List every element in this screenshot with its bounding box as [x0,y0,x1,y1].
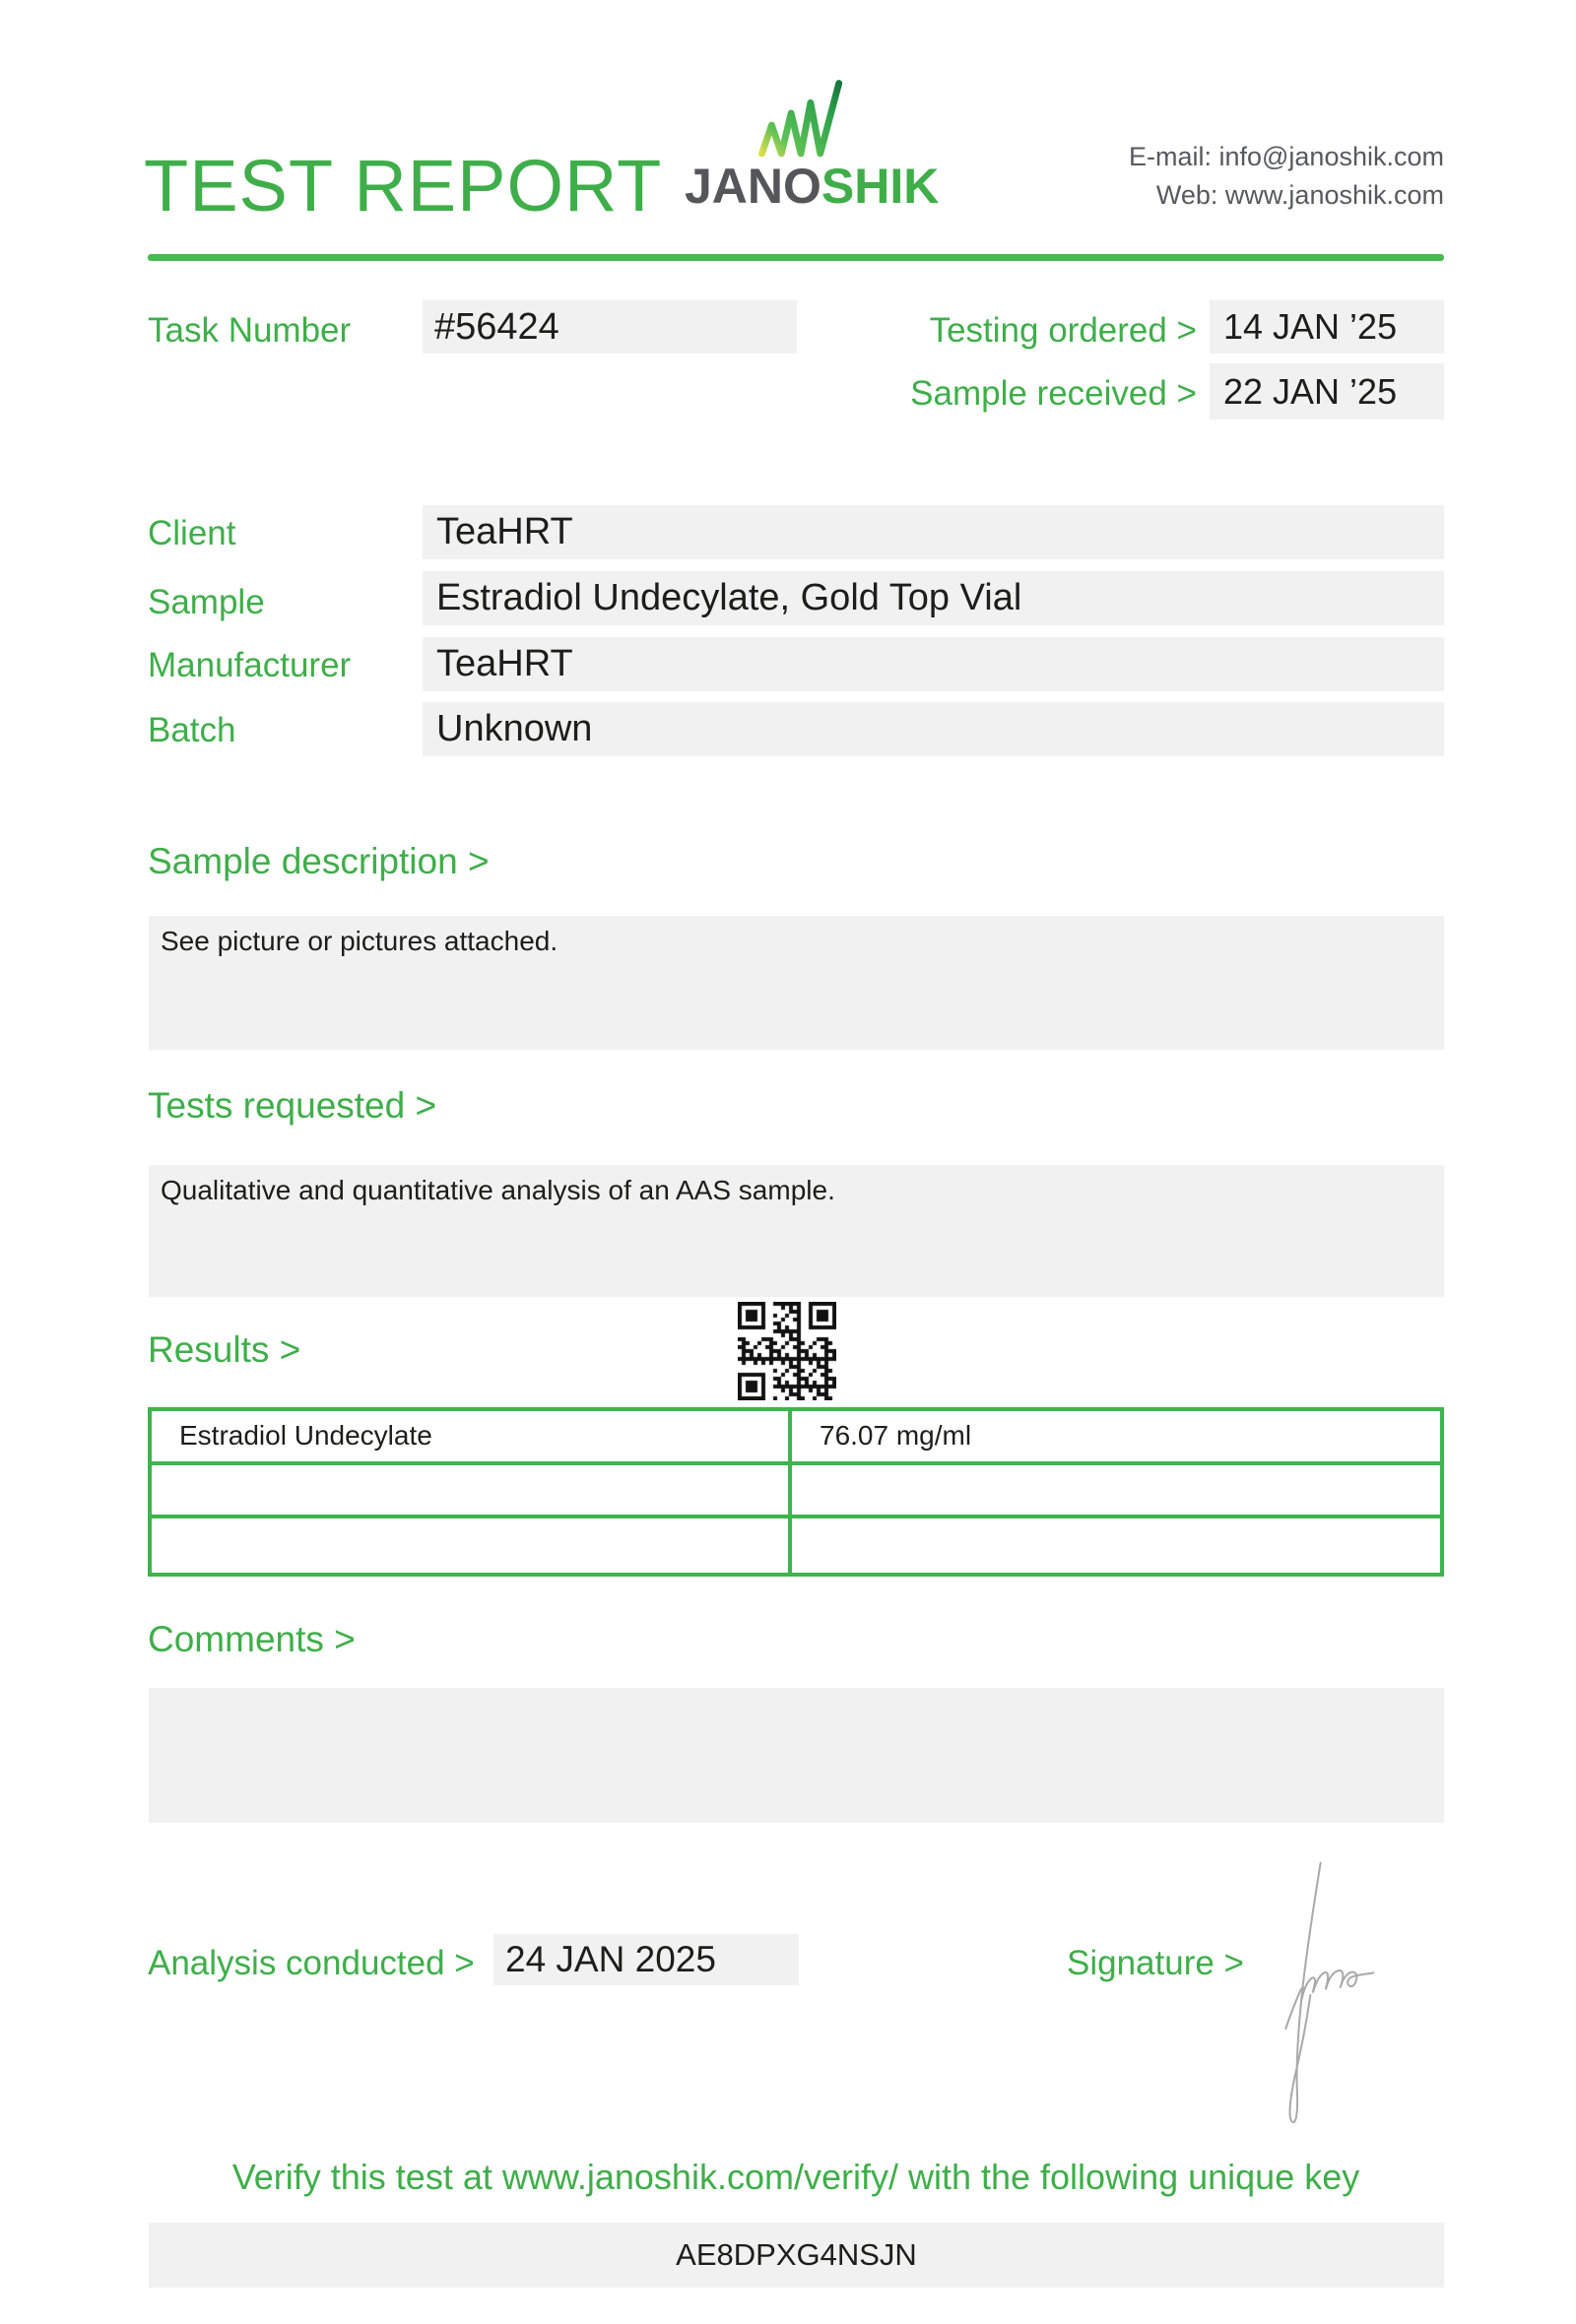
result-value-cell: 76.07 mg/ml [792,1411,1440,1465]
testing-ordered-box [1210,300,1444,354]
comments-label: Comments > [148,1619,356,1659]
verify-key-value: AE8DPXG4NSJN [676,2237,917,2272]
verify-key-bar [149,2223,1444,2288]
sample-description-label: Sample description > [148,841,490,881]
page-title: TEST REPORT [144,145,663,226]
header-divider [148,254,1444,261]
analysis-date-box [493,1934,799,1985]
logo-text-jano: JANO [685,159,821,214]
results-label: Results > [148,1329,301,1370]
analysis-conducted-label: Analysis conducted > [148,1944,475,1982]
sample-received-box [1210,363,1444,420]
manufacturer-label: Manufacturer [148,646,352,684]
testing-ordered-date: 14 JAN ’25 [1223,306,1398,347]
tests-requested-text: Qualitative and quantitative analysis of an AAS sample. [161,1175,835,1205]
testing-ordered-label: Testing ordered > [929,311,1197,350]
comments-box [149,1688,1444,1823]
sample-box [423,571,1444,625]
verify-instruction: Verify this test at www.janoshik.com/verify/ with the following unique key [231,2157,1360,2197]
batch-value: Unknown [436,708,593,749]
result-value-cell [792,1465,1440,1519]
manufacturer-box [423,637,1444,691]
logo-chart-icon [755,79,846,160]
task-number-label: Task Number [148,311,352,350]
sample-description-box [149,916,1444,1050]
client-box [423,505,1444,559]
signature-label: Signature > [1067,1944,1244,1982]
qr-code [738,1302,836,1400]
analysis-date-value: 24 JAN 2025 [505,1939,716,1979]
comments-text [149,1688,1444,1698]
client-value: TeaHRT [436,511,573,552]
sample-value: Estradiol Undecylate, Gold Top Vial [436,577,1022,618]
result-analyte-cell [152,1518,792,1573]
manufacturer-value: TeaHRT [436,643,573,684]
batch-box [423,702,1444,756]
results-table [148,1407,1444,1577]
task-number-value: #56424 [434,306,559,348]
logo-wordmark [685,159,940,214]
contact-email: E-mail: info@janoshik.com [1128,142,1444,171]
sample-received-date: 22 JAN ’25 [1223,371,1398,412]
result-analyte-cell: Estradiol Undecylate [152,1411,792,1465]
task-number-box [423,300,797,354]
client-label: Client [148,514,236,552]
sample-description-text: See picture or pictures attached. [161,926,558,956]
sample-label: Sample [148,583,265,621]
batch-label: Batch [148,711,236,749]
signature-image [1221,1832,1458,2147]
tests-requested-label: Tests requested > [148,1085,437,1126]
logo-text-shik: SHIK [821,159,940,214]
result-value-cell [792,1518,1440,1573]
tests-requested-box [149,1165,1444,1297]
result-analyte-cell [152,1465,792,1519]
contact-block [1129,138,1444,215]
janoshik-logo [685,79,940,214]
sample-received-label: Sample received > [910,374,1197,413]
contact-web: Web: www.janoshik.com [1155,180,1444,210]
